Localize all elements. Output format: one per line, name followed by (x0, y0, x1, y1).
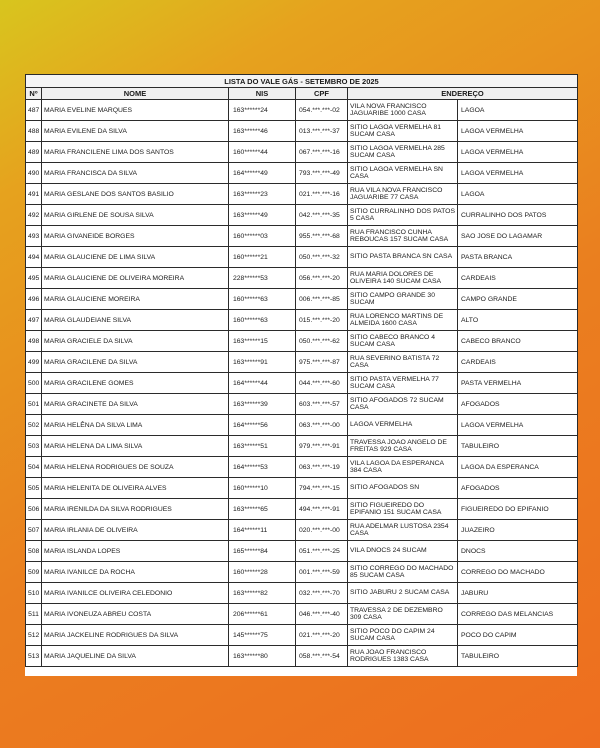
table-row (26, 163, 578, 184)
cell-cpf: 054.***.***-02 (296, 100, 348, 121)
cell-nis: 163******46 (229, 121, 296, 142)
cell-nis: 228******53 (229, 268, 296, 289)
cell-locality: CARDEAIS (458, 352, 578, 373)
cell-cpf: 063.***.***-19 (296, 457, 348, 478)
cell-number: 499 (26, 352, 42, 373)
cell-number: 500 (26, 373, 42, 394)
cell-name: MARIA IVANILCE OLIVEIRA CELEDONIO (42, 583, 229, 604)
cell-address: VILA DNOCS 24 SUCAM (348, 541, 458, 562)
cell-locality: DNOCS (458, 541, 578, 562)
cell-nis: 164******11 (229, 520, 296, 541)
cell-name: MARIA IRLANIA DE OLIVEIRA (42, 520, 229, 541)
cell-number: 509 (26, 562, 42, 583)
cell-cpf: 051.***.***-25 (296, 541, 348, 562)
cell-nis: 160******28 (229, 562, 296, 583)
cell-locality: POCO DO CAPIM (458, 625, 578, 646)
cell-locality: LAGOA VERMELHA (458, 142, 578, 163)
cell-nis: 164******44 (229, 373, 296, 394)
cell-nis: 163******15 (229, 331, 296, 352)
cell-number: 502 (26, 415, 42, 436)
cell-name: MARIA FRANCISCA DA SILVA (42, 163, 229, 184)
cell-nis: 164******56 (229, 415, 296, 436)
cell-cpf: 955.***.***-68 (296, 226, 348, 247)
table-row (26, 478, 578, 499)
cell-number: 491 (26, 184, 42, 205)
cell-name: MARIA GLAUCIENE DE LIMA SILVA (42, 247, 229, 268)
cell-nis: 160******44 (229, 142, 296, 163)
cell-cpf: 050.***.***-62 (296, 331, 348, 352)
cell-number: 508 (26, 541, 42, 562)
cell-nis: 163******80 (229, 646, 296, 667)
cell-locality: CAMPO GRANDE (458, 289, 578, 310)
cell-name: MARIA IRENILDA DA SILVA RODRIGUES (42, 499, 229, 520)
cell-locality: PASTA VERMELHA (458, 373, 578, 394)
cell-number: 494 (26, 247, 42, 268)
cell-address: RUA LORENCO MARTINS DE ALMEIDA 1600 CASA (348, 310, 458, 331)
cell-name: MARIA GESLANE DOS SANTOS BASILIO (42, 184, 229, 205)
table-row (26, 268, 578, 289)
cell-nis: 163******49 (229, 205, 296, 226)
cell-cpf: 044.***.***-60 (296, 373, 348, 394)
table-row (26, 604, 578, 625)
cell-name: MARIA ISLANDA LOPES (42, 541, 229, 562)
table-row (26, 142, 578, 163)
cell-address: SITIO LAGOA VERMELHA SN CASA (348, 163, 458, 184)
cell-address: RUA SEVERINO BATISTA 72 CASA (348, 352, 458, 373)
cell-locality: CABECO BRANCO (458, 331, 578, 352)
table-row (26, 583, 578, 604)
cell-number: 505 (26, 478, 42, 499)
cell-nis: 163******39 (229, 394, 296, 415)
header-num: Nº (26, 88, 42, 100)
cell-locality: TABULEIRO (458, 646, 578, 667)
cell-locality: FIGUEIREDO DO EPIFANIO (458, 499, 578, 520)
cell-address: TRAVESSA 2 DE DEZEMBRO 309 CASA (348, 604, 458, 625)
cell-nis: 163******24 (229, 100, 296, 121)
table-row (26, 247, 578, 268)
cell-address: SITIO CURRALINHO DOS PATOS 5 CASA (348, 205, 458, 226)
title-row (26, 75, 578, 88)
beneficiary-table (25, 74, 578, 667)
header-endereco: ENDEREÇO (348, 88, 578, 100)
cell-cpf: 021.***.***-16 (296, 184, 348, 205)
cell-locality: CORREGO DAS MELANCIAS (458, 604, 578, 625)
cell-cpf: 020.***.***-00 (296, 520, 348, 541)
cell-address: RUA JOAO FRANCISCO RODRIGUES 1383 CASA (348, 646, 458, 667)
cell-cpf: 056.***.***-20 (296, 268, 348, 289)
cell-number: 513 (26, 646, 42, 667)
table-row (26, 436, 578, 457)
cell-locality: TABULEIRO (458, 436, 578, 457)
table-row (26, 625, 578, 646)
cell-name: MARIA EVILENE DA SILVA (42, 121, 229, 142)
cell-address: LAGOA VERMELHA (348, 415, 458, 436)
table-body (26, 100, 578, 667)
table-row (26, 289, 578, 310)
cell-nis: 165******84 (229, 541, 296, 562)
cell-address: RUA FRANCISCO CUNHA REBOUCAS 157 SUCAM CASA (348, 226, 458, 247)
cell-name: MARIA JACKELINE RODRIGUES DA SILVA (42, 625, 229, 646)
cell-number: 495 (26, 268, 42, 289)
cell-number: 506 (26, 499, 42, 520)
cell-number: 503 (26, 436, 42, 457)
cell-nis: 163******23 (229, 184, 296, 205)
cell-address: RUA MARIA DOLORES DE OLIVEIRA 140 SUCAM CASA (348, 268, 458, 289)
header-row (26, 88, 578, 100)
cell-name: MARIA HELÊNA DA SILVA LIMA (42, 415, 229, 436)
cell-name: MARIA HELENA RODRIGUES DE SOUZA (42, 457, 229, 478)
table-row (26, 205, 578, 226)
cell-locality: CARDEAIS (458, 268, 578, 289)
table-row (26, 331, 578, 352)
table-row (26, 457, 578, 478)
cell-name: MARIA GIRLENE DE SOUSA SILVA (42, 205, 229, 226)
table-row (26, 226, 578, 247)
cell-number: 507 (26, 520, 42, 541)
cell-number: 487 (26, 100, 42, 121)
cell-number: 512 (26, 625, 42, 646)
cell-name: MARIA GRACILENE GOMES (42, 373, 229, 394)
table-row (26, 352, 578, 373)
cell-locality: LAGOA VERMELHA (458, 163, 578, 184)
cell-name: MARIA GRACIELE DA SILVA (42, 331, 229, 352)
cell-locality: AFOGADOS (458, 478, 578, 499)
cell-number: 490 (26, 163, 42, 184)
cell-name: MARIA GRACILENE DA SILVA (42, 352, 229, 373)
cell-locality: LAGOA VERMELHA (458, 415, 578, 436)
cell-address: RUA ADELMAR LUSTOSA 2354 CASA (348, 520, 458, 541)
cell-address: SITIO CABECO BRANCO 4 SUCAM CASA (348, 331, 458, 352)
cell-nis: 163******91 (229, 352, 296, 373)
cell-name: MARIA IVANILCE DA ROCHA (42, 562, 229, 583)
cell-cpf: 793.***.***-49 (296, 163, 348, 184)
table-row (26, 499, 578, 520)
cell-number: 511 (26, 604, 42, 625)
cell-locality: SAO JOSE DO LAGAMAR (458, 226, 578, 247)
cell-nis: 163******82 (229, 583, 296, 604)
cell-nis: 145******75 (229, 625, 296, 646)
cell-name: MARIA HELENITA DE OLIVEIRA ALVES (42, 478, 229, 499)
cell-locality: CORREGO DO MACHADO (458, 562, 578, 583)
cell-cpf: 050.***.***-32 (296, 247, 348, 268)
cell-address: SITIO AFOGADOS 72 SUCAM CASA (348, 394, 458, 415)
cell-locality: LAGOA DA ESPERANCA (458, 457, 578, 478)
cell-address: TRAVESSA JOAO ANGELO DE FREITAS 929 CASA (348, 436, 458, 457)
cell-cpf: 013.***.***-37 (296, 121, 348, 142)
cell-number: 489 (26, 142, 42, 163)
cell-name: MARIA GLAUDEIANE SILVA (42, 310, 229, 331)
cell-cpf: 001.***.***-59 (296, 562, 348, 583)
table-row (26, 562, 578, 583)
cell-locality: AFOGADOS (458, 394, 578, 415)
cell-name: MARIA EVELINE MARQUES (42, 100, 229, 121)
cell-address: SITIO PASTA VERMELHA 77 SUCAM CASA (348, 373, 458, 394)
cell-locality: JUAZEIRO (458, 520, 578, 541)
cell-name: MARIA IVONEUZA ABREU COSTA (42, 604, 229, 625)
cell-number: 488 (26, 121, 42, 142)
header-nis: NIS (229, 88, 296, 100)
table-row (26, 100, 578, 121)
cell-address: SITIO LAGOA VERMELHA 285 SUCAM CASA (348, 142, 458, 163)
cell-locality: LAGOA VERMELHA (458, 121, 578, 142)
cell-address: SITIO LAGOA VERMELHA 81 SUCAM CASA (348, 121, 458, 142)
header-nome: NOME (42, 88, 229, 100)
cell-nis: 206******61 (229, 604, 296, 625)
cell-number: 504 (26, 457, 42, 478)
cell-number: 510 (26, 583, 42, 604)
cell-locality: ALTO (458, 310, 578, 331)
table-row (26, 373, 578, 394)
cell-cpf: 015.***.***-20 (296, 310, 348, 331)
table-row (26, 541, 578, 562)
table-row (26, 520, 578, 541)
cell-cpf: 979.***.***-91 (296, 436, 348, 457)
cell-cpf: 042.***.***-35 (296, 205, 348, 226)
cell-address: SITIO CORREGO DO MACHADO 85 SUCAM CASA (348, 562, 458, 583)
cell-cpf: 006.***.***-85 (296, 289, 348, 310)
table-row (26, 394, 578, 415)
cell-locality: JABURU (458, 583, 578, 604)
cell-nis: 160******21 (229, 247, 296, 268)
cell-nis: 163******65 (229, 499, 296, 520)
cell-cpf: 032.***.***-70 (296, 583, 348, 604)
cell-number: 493 (26, 226, 42, 247)
cell-name: MARIA JAQUELINE DA SILVA (42, 646, 229, 667)
cell-locality: CURRALINHO DOS PATOS (458, 205, 578, 226)
cell-number: 497 (26, 310, 42, 331)
cell-nis: 163******51 (229, 436, 296, 457)
cell-address: VILA LAGOA DA ESPERANCA 384 CASA (348, 457, 458, 478)
table-row (26, 415, 578, 436)
cell-cpf: 046.***.***-40 (296, 604, 348, 625)
cell-address: SITIO POCO DO CAPIM 24 SUCAM CASA (348, 625, 458, 646)
cell-number: 496 (26, 289, 42, 310)
cell-nis: 160******10 (229, 478, 296, 499)
cell-cpf: 067.***.***-16 (296, 142, 348, 163)
document-title: LISTA DO VALE GÁS - SETEMBRO DE 2025 (26, 75, 578, 88)
cell-name: MARIA FRANCILENE LIMA DOS SANTOS (42, 142, 229, 163)
cell-address: SITIO AFOGADOS SN (348, 478, 458, 499)
table-row (26, 184, 578, 205)
cell-name: MARIA GIVANEIDE BORGES (42, 226, 229, 247)
cell-address: SITIO JABURU 2 SUCAM CASA (348, 583, 458, 604)
cell-address: SITIO FIGUEIREDO DO EPIFANIO 151 SUCAM CASA (348, 499, 458, 520)
cell-number: 492 (26, 205, 42, 226)
cell-number: 498 (26, 331, 42, 352)
cell-cpf: 058.***.***-54 (296, 646, 348, 667)
cell-locality: PASTA BRANCA (458, 247, 578, 268)
table-row (26, 310, 578, 331)
cell-nis: 160******03 (229, 226, 296, 247)
cell-cpf: 021.***.***-20 (296, 625, 348, 646)
cell-address: SITIO CAMPO GRANDE 30 SUCAM (348, 289, 458, 310)
cell-address: RUA VILA NOVA FRANCISCO JAGUARIBE 77 CASA (348, 184, 458, 205)
cell-nis: 164******49 (229, 163, 296, 184)
cell-locality: LAGOA (458, 100, 578, 121)
cell-number: 501 (26, 394, 42, 415)
cell-cpf: 494.***.***-91 (296, 499, 348, 520)
cell-nis: 160******63 (229, 310, 296, 331)
cell-nis: 160******63 (229, 289, 296, 310)
cell-address: VILA NOVA FRANCISCO JAGUARIBE 1000 CASA (348, 100, 458, 121)
cell-cpf: 975.***.***-87 (296, 352, 348, 373)
table-row (26, 646, 578, 667)
cell-locality: LAGOA (458, 184, 578, 205)
document-sheet (25, 74, 577, 676)
cell-nis: 164******53 (229, 457, 296, 478)
cell-name: MARIA GRACINETE DA SILVA (42, 394, 229, 415)
cell-cpf: 603.***.***-57 (296, 394, 348, 415)
cell-name: MARIA GLAUCIENE MOREIRA (42, 289, 229, 310)
cell-address: SITIO PASTA BRANCA SN CASA (348, 247, 458, 268)
cell-cpf: 794.***.***-15 (296, 478, 348, 499)
cell-name: MARIA HELENA DA LIMA SILVA (42, 436, 229, 457)
header-cpf: CPF (296, 88, 348, 100)
table-row (26, 121, 578, 142)
cell-name: MARIA GLAUCIENE DE OLIVEIRA MOREIRA (42, 268, 229, 289)
cell-cpf: 063.***.***-00 (296, 415, 348, 436)
